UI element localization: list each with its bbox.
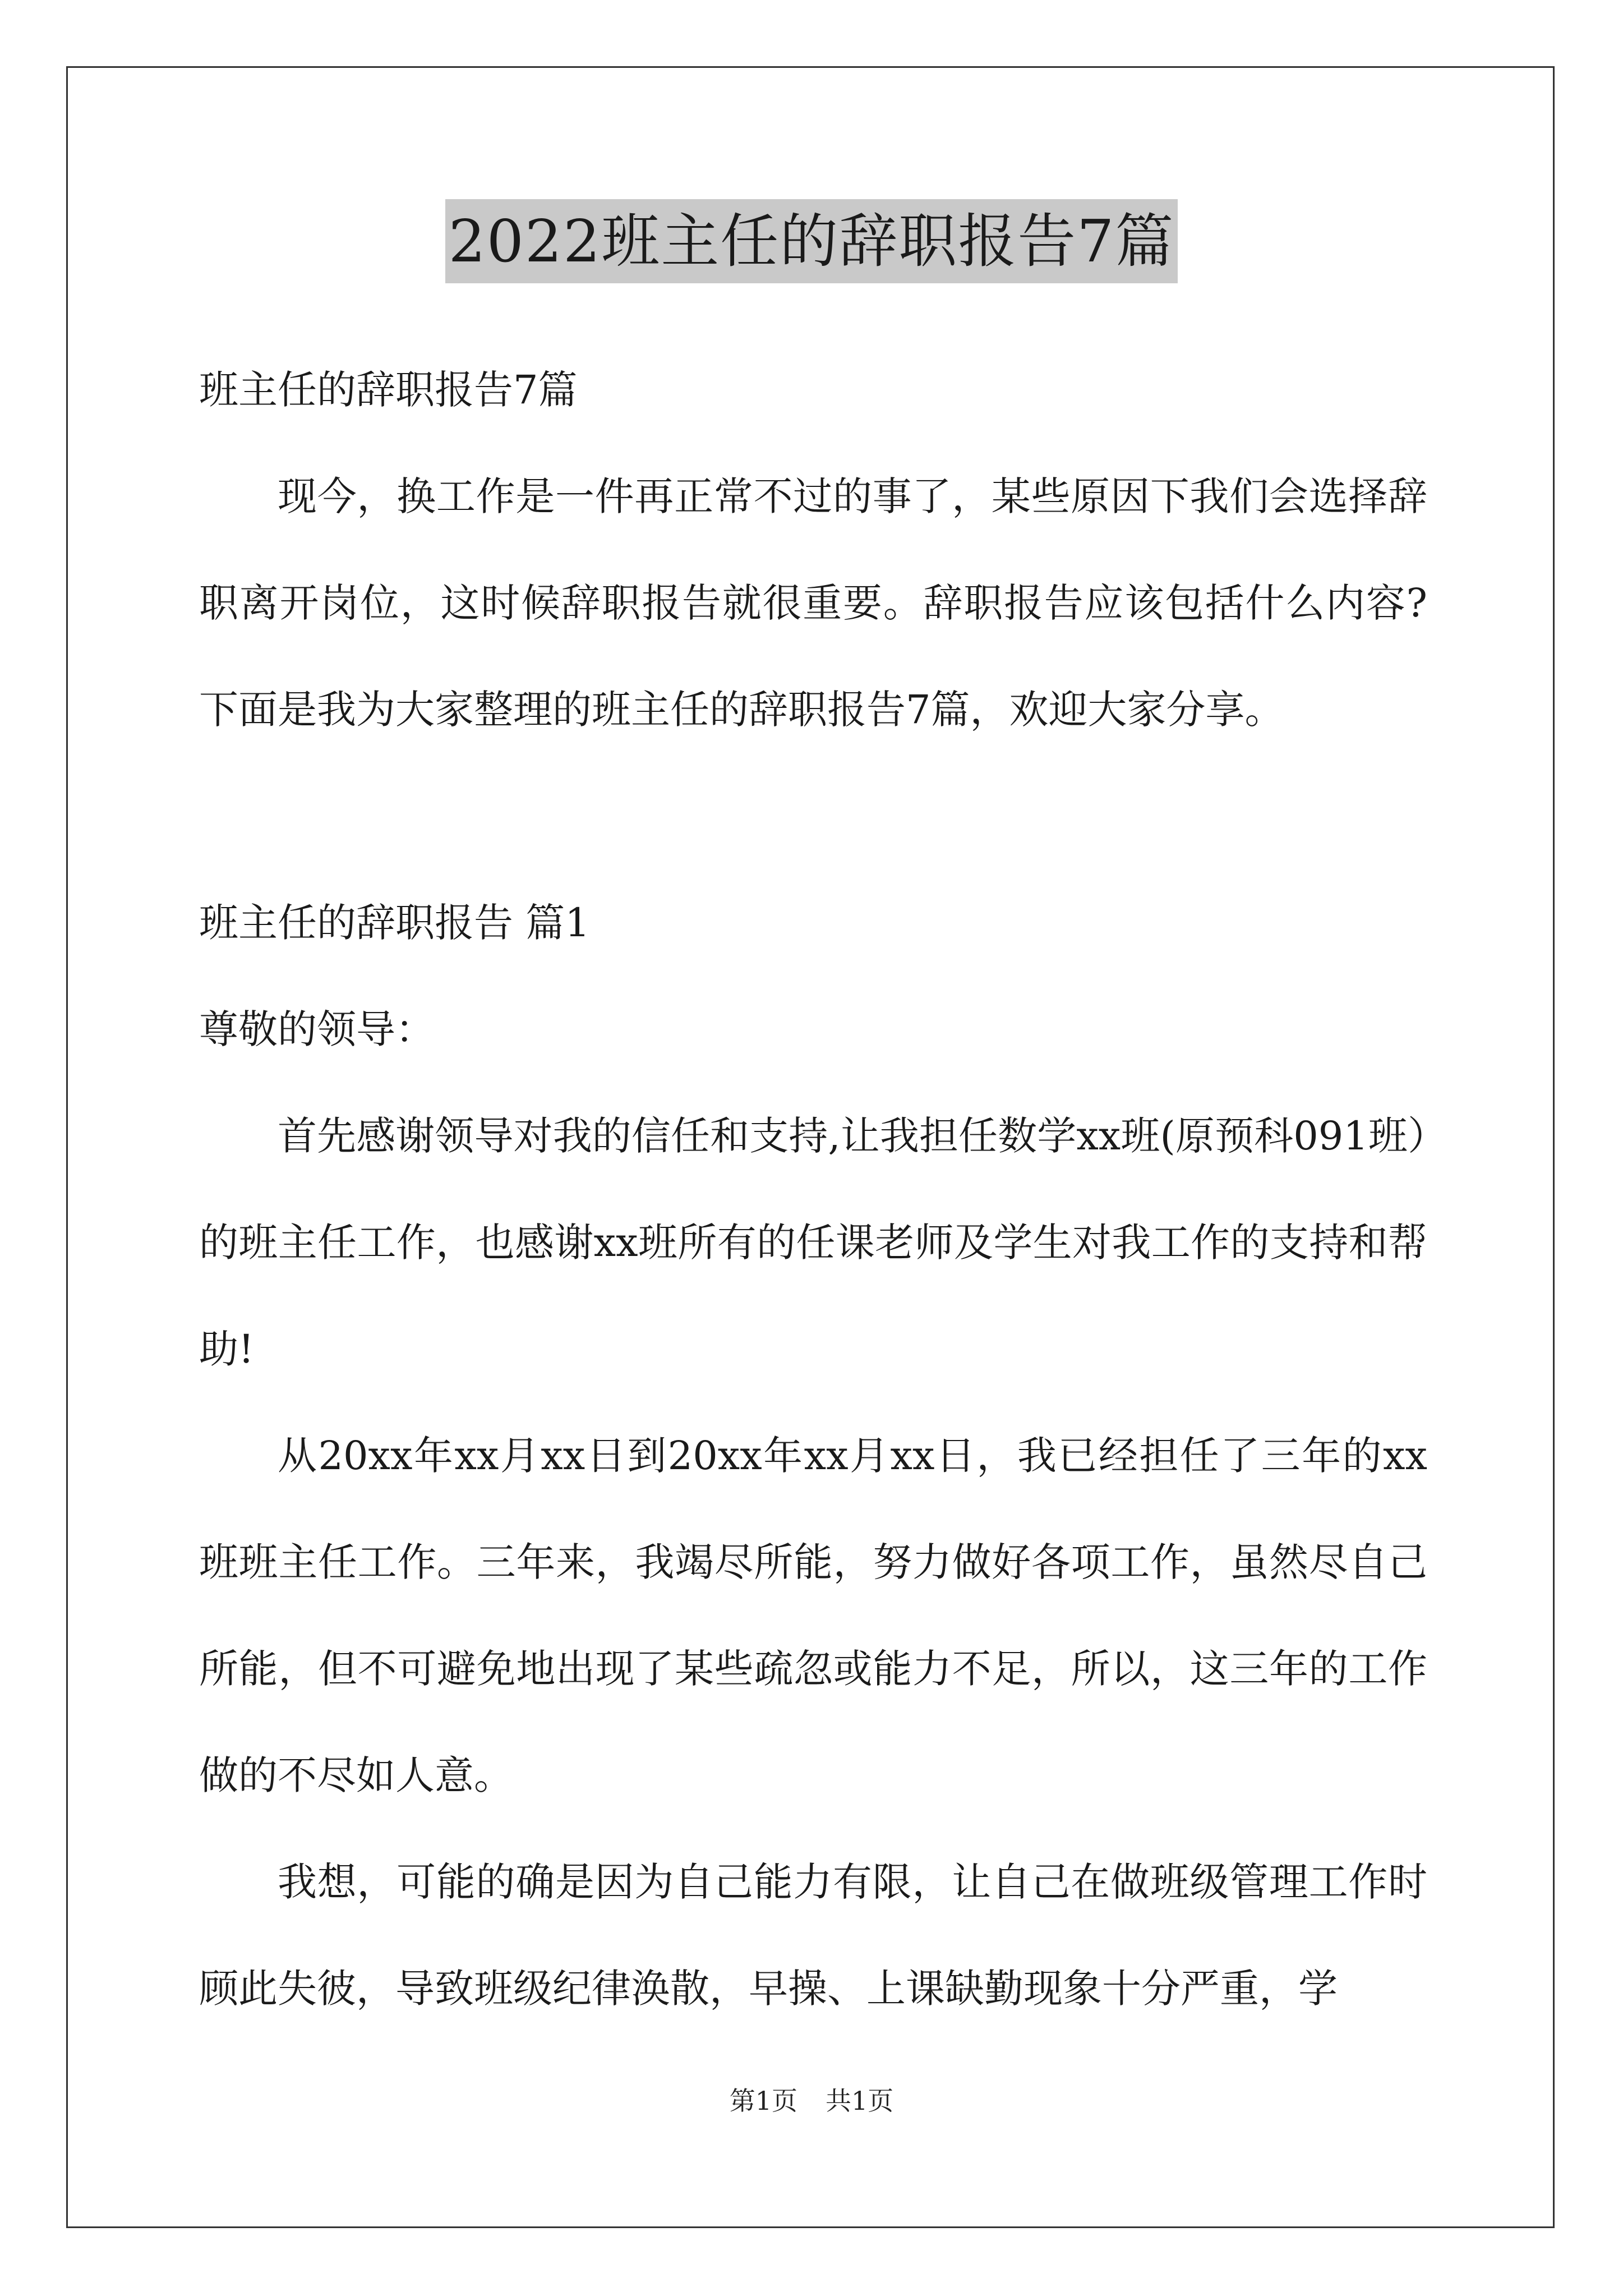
paragraph: 班主任的辞职报告 篇1 (199, 900, 590, 946)
document-title: 2022班主任的辞职报告7篇 (445, 199, 1178, 283)
document-body (199, 337, 1427, 2042)
title-container (0, 199, 1623, 283)
page-footer (0, 2084, 1623, 2118)
page-number: 第1页 (729, 2086, 797, 2116)
paragraph: 班主任的辞职报告7篇 (199, 367, 578, 413)
paragraph: 现今，换工作是一件再正常不过的事了，某些原因下我们会选择辞职离开岗位，这时候辞职报告就很重要。辞职报告应该包括什么内容?下面是我为大家整理的班主任的辞职报告7篇，欢迎大家分享。 (199, 473, 1427, 733)
page-total: 共1页 (826, 2086, 894, 2116)
paragraph: 尊敬的领导： (199, 1006, 435, 1052)
paragraph: 我想，可能的确是因为自己能力有限，让自己在做班级管理工作时顾此失彼，导致班级纪律涣散，早操、上课缺勤现象十分严重，学 (199, 1859, 1427, 2012)
paragraph: 首先感谢领导对我的信任和支持,让我担任数学xx班(原预科091班）的班主任工作，也感谢xx班所有的任课老师及学生对我工作的支持和帮助! (199, 1113, 1427, 1372)
paragraph: 从20xx年xx月xx日到20xx年xx月xx日，我已经担任了三年的xx班班主任工作。三年来，我竭尽所能，努力做好各项工作，虽然尽自己所能，但不可避免地出现了某些疏忽或能力不足，所以，这三年的工作做的不尽如人意。 (199, 1433, 1427, 1798)
